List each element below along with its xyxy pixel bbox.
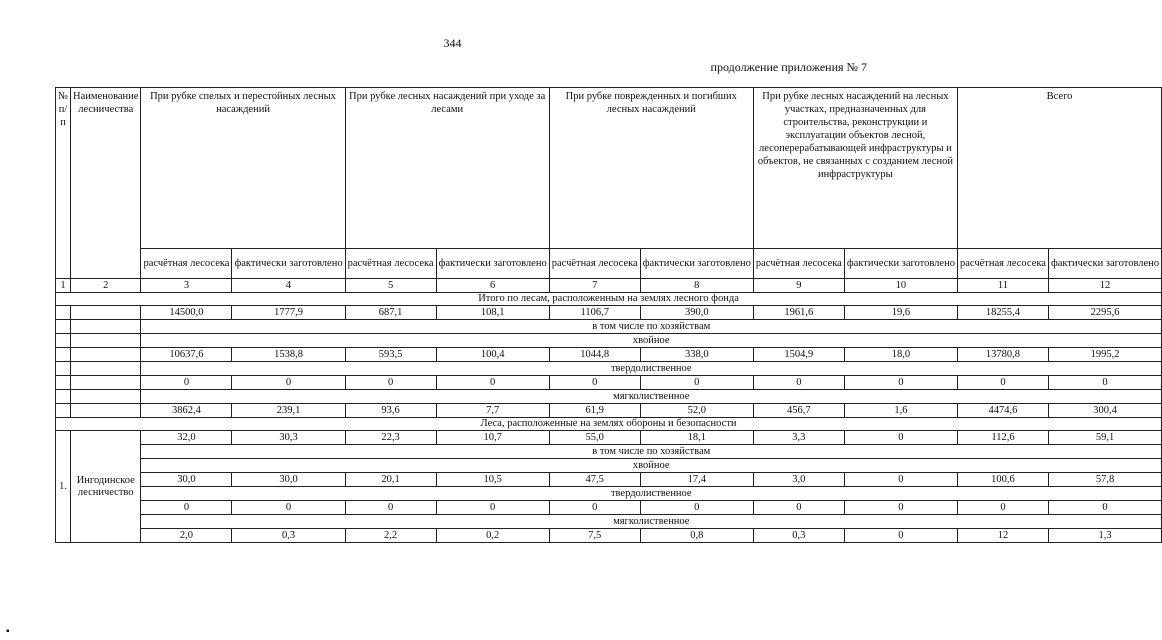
section-title: Итого по лесам, расположенным на землях лесного фонда xyxy=(56,293,1162,306)
value-cell: 593,5 xyxy=(345,348,436,362)
empty-cell xyxy=(71,362,141,376)
empty-cell xyxy=(71,404,141,418)
value-cell: 14500,0 xyxy=(141,306,232,320)
value-cell: 0,2 xyxy=(436,529,549,543)
value-cell: 687,1 xyxy=(345,306,436,320)
table-row xyxy=(56,431,1162,445)
value-cell: 0 xyxy=(141,376,232,390)
value-cell: 52,0 xyxy=(640,404,753,418)
value-cell: 13780,8 xyxy=(957,348,1048,362)
continuation-note: продолжение приложения № 7 xyxy=(710,60,867,74)
value-cell: 0 xyxy=(141,501,232,515)
value-cell: 300,4 xyxy=(1048,404,1161,418)
label-coniferous: хвойное xyxy=(141,459,1162,473)
subheader-cell: расчётная лесосека xyxy=(549,249,640,279)
value-cell: 7,7 xyxy=(436,404,549,418)
value-cell: 1995,2 xyxy=(1048,348,1161,362)
value-cell: 0 xyxy=(549,376,640,390)
col-number: 12 xyxy=(1048,279,1161,293)
empty-cell xyxy=(71,390,141,404)
value-cell: 0 xyxy=(232,501,345,515)
label-hardwood: твердолиственное xyxy=(141,487,1162,501)
col-number: 8 xyxy=(640,279,753,293)
value-cell: 19,6 xyxy=(844,306,957,320)
label-incl: в том числе по хозяйствам xyxy=(141,445,1162,459)
value-cell: 59,1 xyxy=(1048,431,1161,445)
header-group-construction: При рубке лесных насаждений на лесных участках, предназначенных для строительства, реконструкции и эксплуатации объектов лесной, лесоперерабатывающей инфраструктуры и объектов, не связанных с созданием лесной инфраструктуры xyxy=(753,88,957,249)
value-cell: 338,0 xyxy=(640,348,753,362)
value-cell: 2,0 xyxy=(141,529,232,543)
value-cell: 1504,9 xyxy=(753,348,844,362)
value-cell: 0 xyxy=(753,376,844,390)
subheader-cell: фактически заготовлено xyxy=(232,249,345,279)
label-row xyxy=(56,445,1162,459)
value-cell: 0 xyxy=(844,473,957,487)
label-row xyxy=(56,362,1162,376)
value-cell: 239,1 xyxy=(232,404,345,418)
empty-cell xyxy=(56,306,71,320)
value-cell: 0,8 xyxy=(640,529,753,543)
value-cell: 47,5 xyxy=(549,473,640,487)
header-name: Наименование лесничества xyxy=(71,88,141,279)
value-cell: 0 xyxy=(232,376,345,390)
value-cell: 0 xyxy=(844,529,957,543)
empty-cell xyxy=(56,376,71,390)
col-number: 7 xyxy=(549,279,640,293)
section-title-row xyxy=(56,418,1162,431)
value-cell: 12 xyxy=(957,529,1048,543)
empty-cell xyxy=(56,362,71,376)
label-coniferous: хвойное xyxy=(141,334,1162,348)
label-row xyxy=(56,390,1162,404)
empty-cell xyxy=(56,390,71,404)
label-row xyxy=(56,515,1162,529)
value-cell: 0 xyxy=(345,376,436,390)
subheader-cell: расчётная лесосека xyxy=(957,249,1048,279)
value-cell: 55,0 xyxy=(549,431,640,445)
value-cell: 2,2 xyxy=(345,529,436,543)
label-softwood: мягколиственное xyxy=(141,390,1162,404)
value-cell: 61,9 xyxy=(549,404,640,418)
subheader-cell: фактически заготовлено xyxy=(436,249,549,279)
value-cell: 18,1 xyxy=(640,431,753,445)
row-number: 1. xyxy=(56,431,71,543)
value-cell: 1106,7 xyxy=(549,306,640,320)
col-number: 11 xyxy=(957,279,1048,293)
value-cell: 10637,6 xyxy=(141,348,232,362)
value-cell: 22,3 xyxy=(345,431,436,445)
col-number: 10 xyxy=(844,279,957,293)
value-cell: 0 xyxy=(436,501,549,515)
value-cell: 20,1 xyxy=(345,473,436,487)
empty-cell xyxy=(56,404,71,418)
subheader-row xyxy=(56,249,1162,279)
value-cell: 0 xyxy=(844,431,957,445)
label-row xyxy=(56,320,1162,334)
subheader-cell: фактически заготовлено xyxy=(640,249,753,279)
value-cell: 0 xyxy=(957,376,1048,390)
section-title-row xyxy=(56,293,1162,306)
value-cell: 7,5 xyxy=(549,529,640,543)
value-cell: 18,0 xyxy=(844,348,957,362)
value-cell: 0 xyxy=(1048,501,1161,515)
value-cell: 10,5 xyxy=(436,473,549,487)
value-cell: 1044,8 xyxy=(549,348,640,362)
forestry-name: Ингодинское лесничество xyxy=(71,431,141,543)
value-cell: 2295,6 xyxy=(1048,306,1161,320)
value-cell: 0,3 xyxy=(232,529,345,543)
col-number: 6 xyxy=(436,279,549,293)
value-cell: 1777,9 xyxy=(232,306,345,320)
subheader-cell: расчётная лесосека xyxy=(141,249,232,279)
table-row xyxy=(56,404,1162,418)
header-group-mature: При рубке спелых и перестойных лесных насаждений xyxy=(141,88,345,249)
value-cell: 10,7 xyxy=(436,431,549,445)
header-group-total: Всего xyxy=(957,88,1161,249)
value-cell: 0 xyxy=(1048,376,1161,390)
empty-cell xyxy=(56,320,71,334)
empty-cell xyxy=(71,348,141,362)
value-cell: 0 xyxy=(957,501,1048,515)
label-row xyxy=(56,487,1162,501)
value-cell: 108,1 xyxy=(436,306,549,320)
value-cell: 93,6 xyxy=(345,404,436,418)
label-softwood: мягколиственное xyxy=(141,515,1162,529)
value-cell: 3,3 xyxy=(753,431,844,445)
forest-harvest-table xyxy=(55,87,1162,543)
col-number: 4 xyxy=(232,279,345,293)
label-hardwood: твердолиственное xyxy=(141,362,1162,376)
table-row xyxy=(56,348,1162,362)
col-number: 2 xyxy=(71,279,141,293)
value-cell: 0 xyxy=(844,501,957,515)
section-title: Леса, расположенные на землях обороны и безопасности xyxy=(56,418,1162,431)
label-row xyxy=(56,459,1162,473)
col-number: 9 xyxy=(753,279,844,293)
subheader-cell: фактически заготовлено xyxy=(844,249,957,279)
value-cell: 456,7 xyxy=(753,404,844,418)
column-numbers-row xyxy=(56,279,1162,293)
value-cell: 1961,6 xyxy=(753,306,844,320)
col-number: 1 xyxy=(56,279,71,293)
empty-cell xyxy=(71,320,141,334)
table-row xyxy=(56,473,1162,487)
header-num: № п/п xyxy=(56,88,71,279)
value-cell: 57,8 xyxy=(1048,473,1161,487)
empty-cell xyxy=(71,334,141,348)
page-number: 344 xyxy=(443,36,462,50)
value-cell: 1,3 xyxy=(1048,529,1161,543)
value-cell: 100,6 xyxy=(957,473,1048,487)
empty-cell xyxy=(71,306,141,320)
empty-cell xyxy=(56,348,71,362)
col-number: 5 xyxy=(345,279,436,293)
label-incl: в том числе по хозяйствам xyxy=(141,320,1162,334)
value-cell: 0 xyxy=(436,376,549,390)
value-cell: 0 xyxy=(345,501,436,515)
value-cell: 18255,4 xyxy=(957,306,1048,320)
value-cell: 0,3 xyxy=(753,529,844,543)
value-cell: 0 xyxy=(640,376,753,390)
table-row xyxy=(56,306,1162,320)
scan-mark: ▪ xyxy=(6,626,10,637)
value-cell: 32,0 xyxy=(141,431,232,445)
subheader-cell: фактически заготовлено xyxy=(1048,249,1161,279)
label-row xyxy=(56,334,1162,348)
value-cell: 0 xyxy=(753,501,844,515)
value-cell: 0 xyxy=(844,376,957,390)
subheader-cell: расчётная лесосека xyxy=(345,249,436,279)
header-group-damaged: При рубке поврежденных и погибших лесных насаждений xyxy=(549,88,753,249)
value-cell: 0 xyxy=(549,501,640,515)
value-cell: 30,0 xyxy=(141,473,232,487)
value-cell: 30,0 xyxy=(232,473,345,487)
value-cell: 3,0 xyxy=(753,473,844,487)
value-cell: 3862,4 xyxy=(141,404,232,418)
value-cell: 390,0 xyxy=(640,306,753,320)
header-group-care: При рубке лесных насаждений при уходе за лесами xyxy=(345,88,549,249)
header-row xyxy=(56,88,1162,249)
col-number: 3 xyxy=(141,279,232,293)
value-cell: 100,4 xyxy=(436,348,549,362)
subheader-cell: расчётная лесосека xyxy=(753,249,844,279)
table-row xyxy=(56,501,1162,515)
value-cell: 1538,8 xyxy=(232,348,345,362)
table-row xyxy=(56,376,1162,390)
table-row xyxy=(56,529,1162,543)
value-cell: 112,6 xyxy=(957,431,1048,445)
empty-cell xyxy=(71,376,141,390)
value-cell: 30,3 xyxy=(232,431,345,445)
value-cell: 4474,6 xyxy=(957,404,1048,418)
empty-cell xyxy=(56,334,71,348)
value-cell: 1,6 xyxy=(844,404,957,418)
value-cell: 0 xyxy=(640,501,753,515)
value-cell: 17,4 xyxy=(640,473,753,487)
